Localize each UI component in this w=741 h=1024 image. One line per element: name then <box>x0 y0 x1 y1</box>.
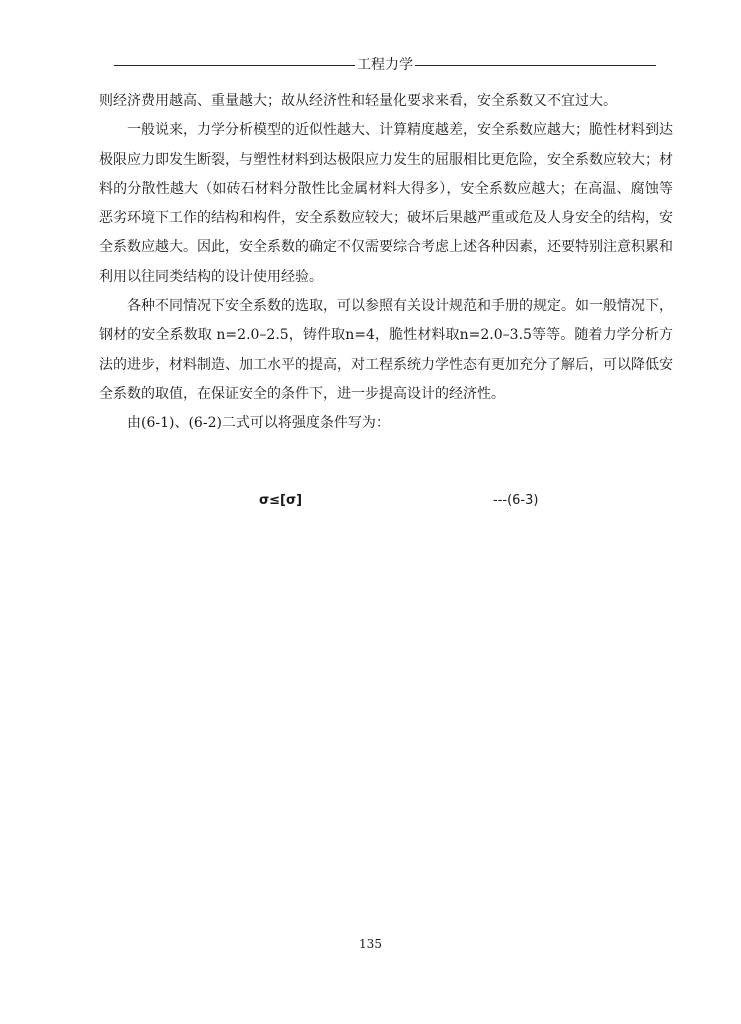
body-text <box>99 87 673 439</box>
paragraph-safety-factor-factors: 一般说来，力学分析模型的近似性越大、计算精度越差，安全系数应越大；脆性材料到达极限应力即发生断裂，与塑性材料到达极限应力发生的屈服相比更危险，安全系数应较大；材料的分散性越大（如砖石材料分散性比金属材料大得多），安全系数应越大；在高温、腐蚀等恶劣环境下工作的结构和构件，安全系数应较大；破坏后果越严重或危及人身安全的结构，安全系数应越大。因此，安全系数的确定不仅需要综合考虑上述各种因素，还要特别注意积累和利用以往同类结构的设计使用经验。 <box>99 122 673 285</box>
strength-condition-formula: σ≤[σ] <box>259 493 303 508</box>
header-rule-left <box>114 65 355 66</box>
paragraph-continuation: 则经济费用越高、重量越大；故从经济性和轻量化要求来看，安全系数又不宜过大。 <box>99 93 617 109</box>
header-rule-right <box>415 65 656 66</box>
equation-number: ---(6-3) <box>493 493 539 508</box>
page-number: 135 <box>359 937 382 951</box>
paragraph-safety-factor-selection: 各种不同情况下安全系数的选取，可以参照有关设计规范和手册的规定。如一般情况下，钢材的安全系数取 n=2.0–2.5，铸件取n=4，脆性材料取n=2.0–3.5等等。随着力学分析方法的进步，材料制造、加工水平的提高，对工程系统力学性态有更加充分了解后，可以降低安全系数的取值，在保证安全的条件下，进一步提高设计的经济性。 <box>99 298 673 402</box>
paragraph-strength-condition-intro: 由(6-1)、(6-2)二式可以将强度条件写为： <box>127 415 390 432</box>
running-header <box>114 54 656 74</box>
formula-row <box>99 493 673 513</box>
header-title: 工程力学 <box>357 57 413 73</box>
